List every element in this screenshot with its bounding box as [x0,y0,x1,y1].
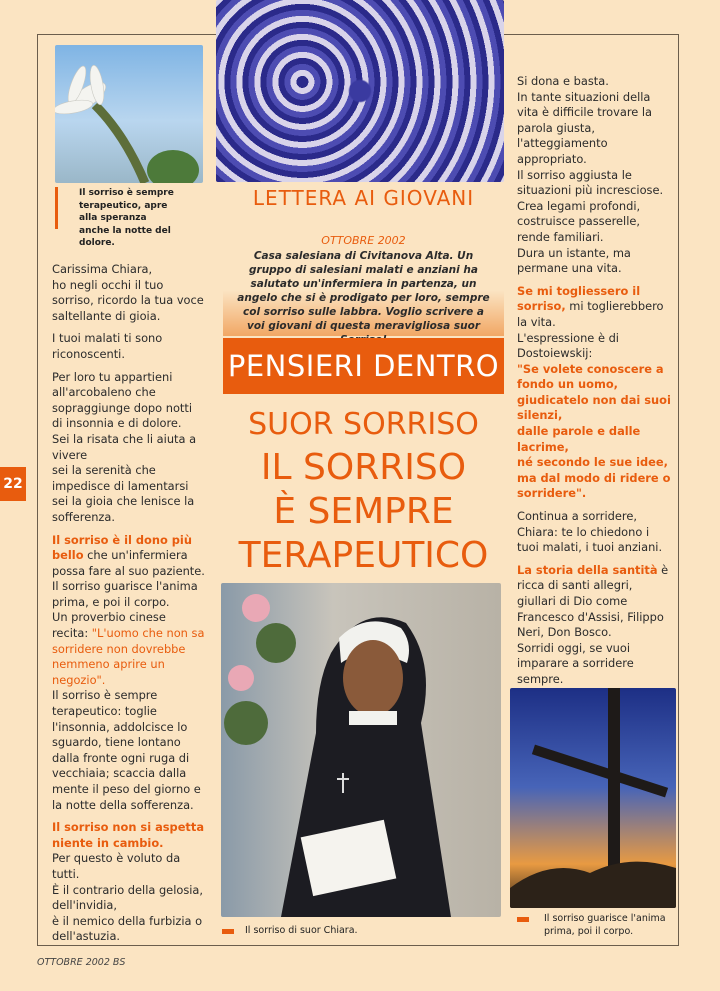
right-quote-2: "Se volete conoscere a fondo un uomo, giudicatelo non dai suoi silenzi, dalle parole e dalle lacrime, né secondo le sue idee, ma dal modo di ridere o sorridere". [517,361,671,501]
left-lead-5: Il sorriso non si aspetta niente in cambio. [52,820,205,850]
left-column [52,262,205,952]
intro-box [223,222,504,336]
title-line-1: IL SORRISO [260,447,467,488]
flower-photo [55,45,203,183]
right-paragraph-2 [517,284,672,502]
title-line-2: È SEMPRE [273,491,454,532]
left-lead-4: Il sorriso è il dono più bello [52,532,192,563]
page-number: 22 [0,467,26,501]
left-paragraph-2: I tuoi malati ti sono riconoscenti. [52,331,163,361]
title-suor-sorriso: SUOR SORRISO [248,407,479,442]
left-text-4: che un'infermiera possa fare al suo paziente. Il sorriso guarisce l'anima prima, e poi il corpo. Un proverbio cinese recita: [52,548,205,641]
left-paragraph-3: Per loro tu appartieni all'arcobaleno che sopraggiunge dopo notti di insonnia e di dolore. Sei la risata che li aiuta a vivere sei la serenità che impedisce di lamentarsi sei la gioia che lenisce la sofferenza. [52,369,197,524]
intro-text: Casa salesiana di Civitanova Alta. Un gruppo di salesiani malati e anziani ha salutato un'infermiera in partenza, un angelo che si è prodigato per loro, sempre col sorriso sulle labbra. Voglio scrivere a voi giovani di questa meravigliosa suor [237,250,490,332]
right-text-2: mi toglierebbero la vita. L'espressione è di Dostoiewskij: [517,299,664,361]
page-footer: OTTOBRE 2002 BS [37,957,126,968]
op-art-image [216,0,504,182]
left-quote-4: "L'uomo che non sa sorridere non dovrebbe nemmeno aprire un negozio". [52,626,205,687]
left-tail-4: Il sorriso è sempre terapeutico: toglie l'insonnia, addolcisce lo sguardo, tiene lontano dalla fronte ogni ruga di vecchiaia; scaccia dalla mente il peso del giorno e la notte della sofferenza. [52,688,201,812]
intro-date: OTTOBRE 2002 [321,234,406,247]
right-column [517,74,672,706]
right-paragraph-1: Si dona e basta. In tante situazioni della vita è difficile trovare la parola giusta, l'atteggiamento appropriato. Il sorriso aggiusta le situazioni più incresciose. Crea legami profondi, costruisce passerelle, rende familiari. Dura un istante, ma permane una vita. [517,74,664,276]
right-paragraph-3: Continua a sorridere, Chiara: te lo chiedono i tuoi malati, i tuoi anziani. [517,509,663,555]
nun-photo [221,583,501,917]
right-lead-4: La storia della santità [517,562,658,577]
right-lead-2: Se mi togliessero il sorriso, [517,283,641,314]
banner-pensieri-dentro: PENSIERI DENTRO [223,338,504,394]
cross-photo [510,688,676,908]
nun-caption-marker [222,929,234,934]
flower-caption-marker [55,187,58,229]
left-paragraph-5 [52,820,205,945]
title-line-3: TERAPEUTICO [238,535,489,576]
left-text-5: Per questo è voluto da tutti. È il contrario della gelosia, dell'invidia, è il nemico della furbizia o dell'astuzia. [52,851,204,944]
section-title: LETTERA AI GIOVANI [252,186,475,210]
nun-caption: Il sorriso di suor Chiara. [245,925,358,936]
cross-caption: Il sorriso guarisce l'anima prima, poi il corpo. [544,913,666,937]
right-text-4: è ricca di santi allegri, giullari di Dio come Francesco d'Assisi, Filippo Neri, Don Bosco. Sorridi oggi, se vuoi imparare a sorridere sempre. [517,562,669,686]
cross-caption-marker [517,917,529,922]
left-paragraph-1: Carissima Chiara, ho negli occhi il tuo sorriso, ricordo la tua voce saltellante di gioia. [52,262,204,323]
left-paragraph-4 [52,533,205,814]
right-paragraph-4 [517,563,672,688]
flower-caption: Il sorriso è sempre terapeutico, apre alla speranza anche la notte del dolore. [79,188,174,248]
